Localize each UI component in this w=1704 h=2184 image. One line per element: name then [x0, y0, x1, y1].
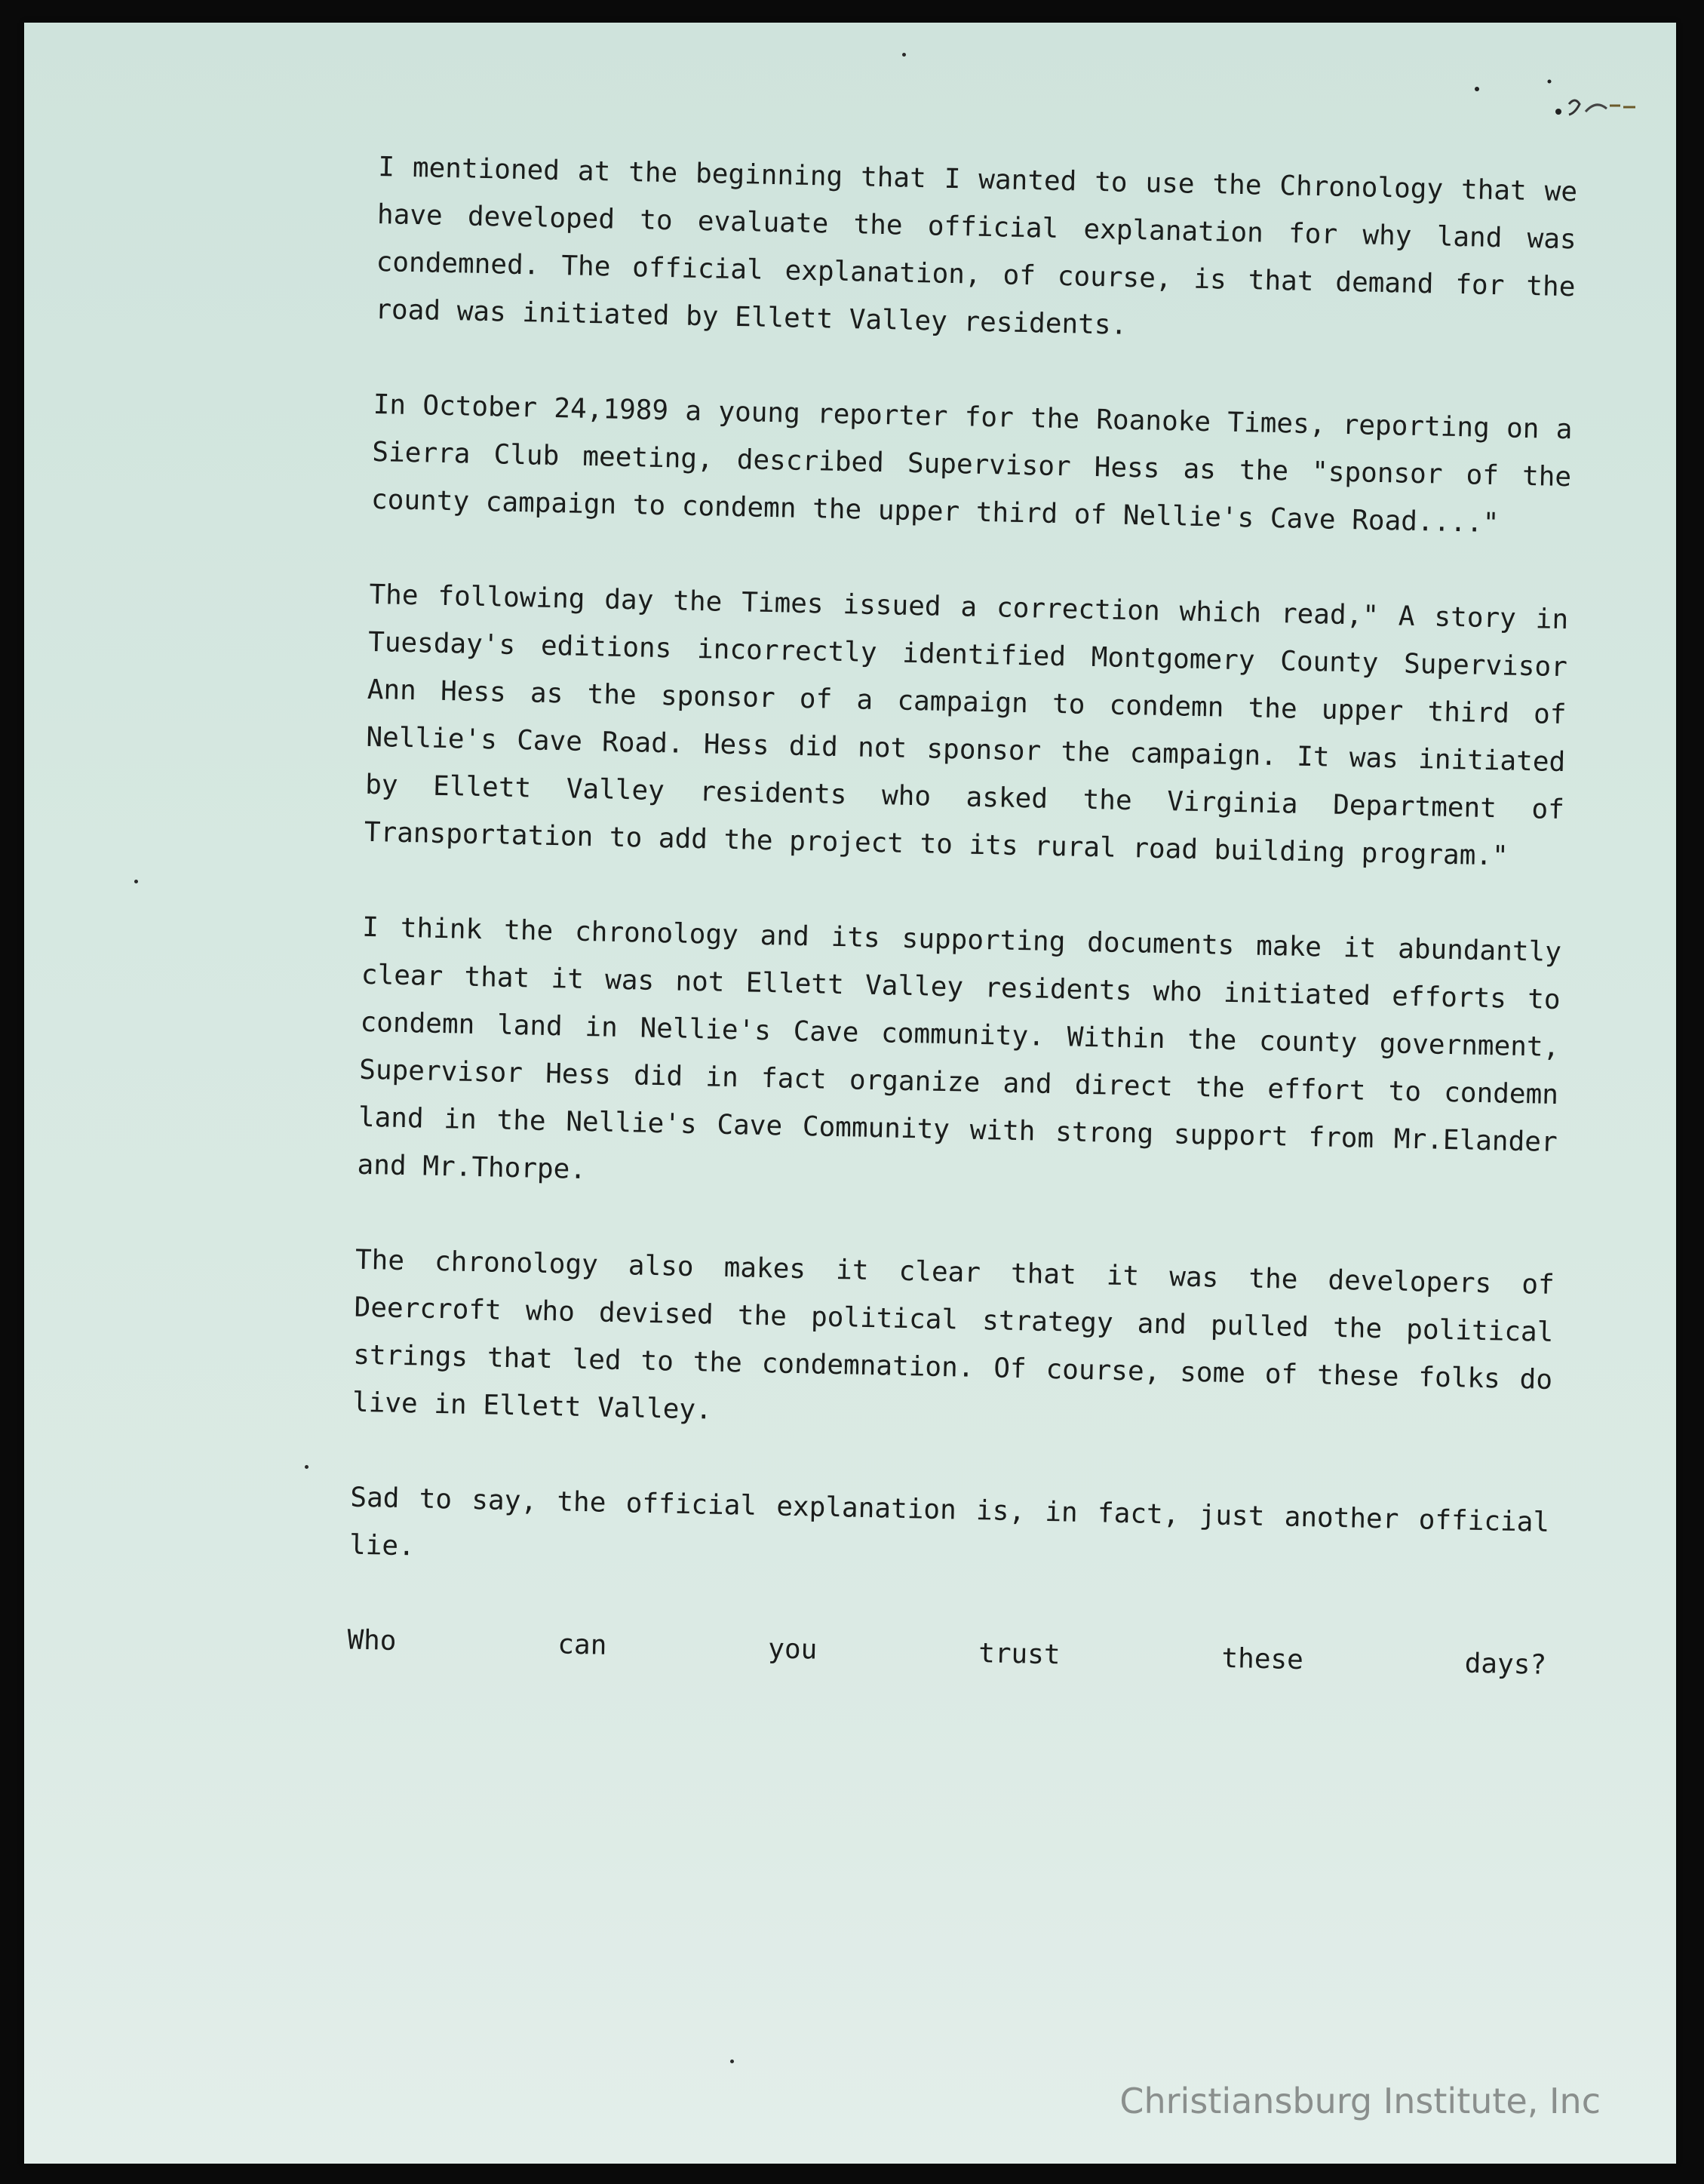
paragraph: I think the chronology and its supporting documents make it abundantly clear that it was not Ellett Valley residents who initiated efforts to condemn land in Nellie's Cave community. Within the county government, Supervisor Hess did in fact organize and direct the effort to condemn land in the Nellie's Cave Community with strong support from Mr.Elander and Mr.Thorpe. — [357, 911, 1562, 1186]
paragraph: The following day the Times issued a correction which read," A story in Tuesday's editions incorrectly identified Montgomery County Supervisor Ann Hess as the sponsor of a campaign to condemn the upper third of Nellie's Cave Road. Hess did not sponsor the campaign. It was initiated by Ellett Valley residents who asked the Virginia Department of Transportation to add the project to its rural road building program." — [364, 579, 1569, 872]
paper-speck — [902, 53, 906, 57]
paper-speck — [134, 880, 138, 883]
closing-question: Who can you trust these days? — [347, 1624, 1547, 1681]
paper-speck — [305, 1465, 309, 1469]
paper-speck — [730, 2060, 734, 2063]
paragraph: Sad to say, the official explanation is, in fact, just another official lie. — [348, 1482, 1550, 1562]
paragraph: In October 24,1989 a young reporter for the Roanoke Times, reporting on a Sierra Club meeting, described Supervisor Hess as the "sponsor of the county campaign to condemn the upper third of Nellie's Cave Road...." — [370, 389, 1573, 539]
paragraph: I mentioned at the beginning that I wanted to use the Chronology that we have developed to evaluate the official explanation for why land was condemned. The official explanation, of course, is that demand for the road was initiated by Ellett Valley residents. — [374, 151, 1578, 341]
watermark: Christiansburg Institute, Inc — [1119, 2081, 1601, 2121]
document-page — [24, 23, 1676, 2164]
paragraph: The chronology also makes it clear that it was the developers of Deercroft who devised the political strategy and pulled the political strings that led to the condemnation. Of course, some of these folks do live in Ellett Valley. — [352, 1244, 1555, 1426]
handwritten-marks — [1472, 75, 1638, 128]
document-body — [345, 143, 1577, 1737]
